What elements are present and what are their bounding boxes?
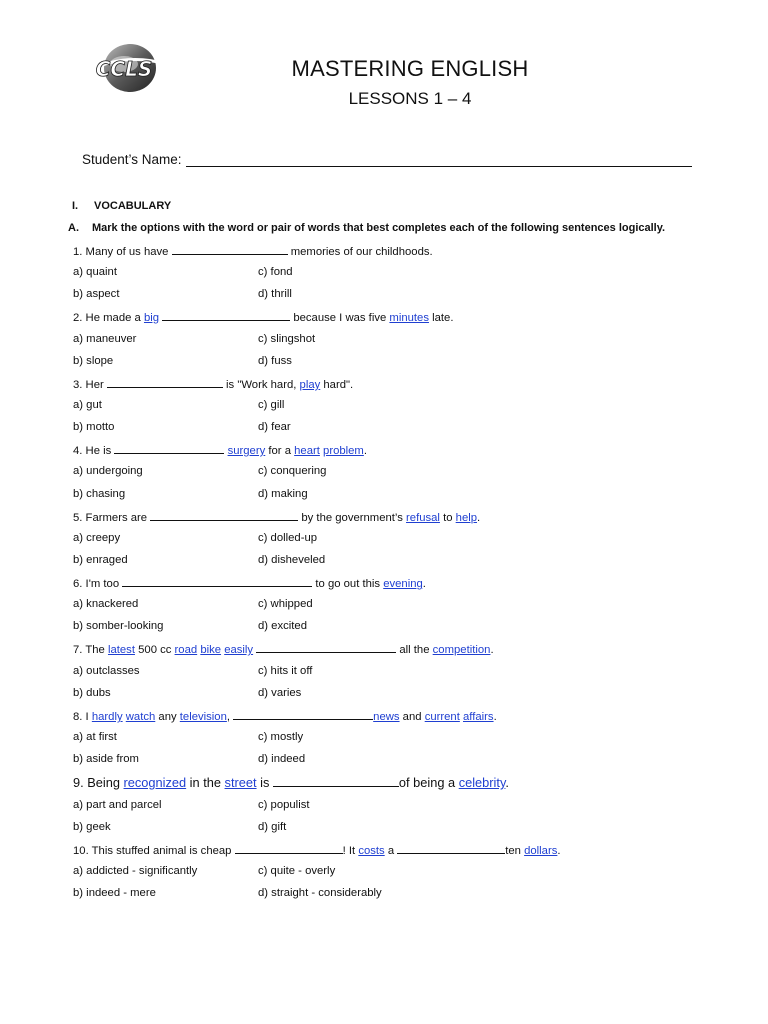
dictionary-link[interactable]: dollars xyxy=(524,845,558,857)
dictionary-link[interactable]: refusal xyxy=(406,512,440,524)
dictionary-link[interactable]: competition xyxy=(432,644,491,656)
option-d[interactable]: d) gift xyxy=(258,821,287,833)
answer-blank[interactable] xyxy=(233,709,373,720)
dictionary-link[interactable]: costs xyxy=(358,845,385,857)
dictionary-link[interactable]: play xyxy=(299,379,321,391)
option-a[interactable]: a) creepy xyxy=(73,532,121,544)
option-d[interactable]: d) indeed xyxy=(258,753,306,765)
answer-blank[interactable] xyxy=(397,843,505,854)
option-b[interactable]: b) dubs xyxy=(73,687,111,699)
option-b[interactable]: b) aside from xyxy=(73,753,139,765)
option-d[interactable]: d) excited xyxy=(258,620,307,632)
answer-blank[interactable] xyxy=(172,244,288,255)
question-8: 8. I hardly watch any television, news and current affairs. xyxy=(73,711,497,723)
question-1: 1. Many of us have memories of our childhoods. xyxy=(73,246,433,258)
option-b[interactable]: b) somber-looking xyxy=(73,620,164,632)
option-d[interactable]: d) straight - considerably xyxy=(258,887,382,899)
instruction xyxy=(68,222,665,234)
answer-blank[interactable] xyxy=(235,843,343,854)
answer-blank[interactable] xyxy=(114,443,224,454)
question-3: 3. Her is "Work hard, play hard". xyxy=(73,379,354,391)
question-2: 2. He made a big because I was five minutes late. xyxy=(73,312,454,324)
question-5: 5. Farmers are by the government’s refusal to help. xyxy=(73,512,481,524)
option-c[interactable]: c) hits it off xyxy=(258,665,313,677)
option-b[interactable]: b) aspect xyxy=(73,288,120,300)
dictionary-link[interactable]: minutes xyxy=(389,312,429,324)
dictionary-link[interactable]: news xyxy=(373,711,400,723)
section-number: I. xyxy=(72,200,79,212)
dictionary-link[interactable]: big xyxy=(143,312,160,324)
option-a[interactable]: a) at first xyxy=(73,731,117,743)
dictionary-link[interactable]: heart xyxy=(294,445,320,457)
option-a[interactable]: a) part and parcel xyxy=(73,799,162,811)
option-c[interactable]: c) dolled-up xyxy=(258,532,318,544)
answer-blank[interactable] xyxy=(162,310,290,321)
instruction-text: Mark the options with the word or pair of words that best completes each of the following sentences logically. xyxy=(92,222,666,234)
dictionary-link[interactable]: current xyxy=(424,711,460,723)
dictionary-link[interactable]: help xyxy=(455,512,478,524)
student-name-row xyxy=(82,152,692,167)
option-a[interactable]: a) quaint xyxy=(73,266,117,278)
option-a[interactable]: a) outclasses xyxy=(73,665,140,677)
dictionary-link[interactable]: hardly xyxy=(91,711,123,723)
dictionary-link[interactable]: watch xyxy=(125,711,156,723)
student-name-field[interactable] xyxy=(186,154,692,167)
option-d[interactable]: d) making xyxy=(258,488,308,500)
option-c[interactable]: c) slingshot xyxy=(258,333,316,345)
answer-blank[interactable] xyxy=(107,377,223,388)
option-c[interactable]: c) populist xyxy=(258,799,310,811)
student-name-label: Student’s Name: xyxy=(82,152,182,167)
option-a[interactable]: a) gut xyxy=(73,399,102,411)
option-d[interactable]: d) fuss xyxy=(258,355,292,367)
section-heading xyxy=(72,200,171,212)
option-d[interactable]: d) fear xyxy=(258,421,291,433)
question-7: 7. The latest 500 cc road bike easily all the competition. xyxy=(73,644,494,656)
dictionary-link[interactable]: road xyxy=(174,644,198,656)
option-c[interactable]: c) gill xyxy=(258,399,285,411)
dictionary-link[interactable]: affairs xyxy=(463,711,494,723)
option-b[interactable]: b) motto xyxy=(73,421,115,433)
dictionary-link[interactable]: surgery xyxy=(227,445,266,457)
question-9: 9. Being recognized in the street is of being a celebrity. xyxy=(73,775,509,790)
dictionary-link[interactable]: latest xyxy=(107,644,135,656)
page-subtitle: LESSONS 1 – 4 xyxy=(348,89,472,108)
answer-blank[interactable] xyxy=(122,576,312,587)
option-a[interactable]: a) maneuver xyxy=(73,333,137,345)
option-b[interactable]: b) geek xyxy=(73,821,111,833)
option-d[interactable]: d) varies xyxy=(258,687,302,699)
option-b[interactable]: b) chasing xyxy=(73,488,126,500)
option-c[interactable]: c) mostly xyxy=(258,731,304,743)
question-6: 6. I'm too to go out this evening. xyxy=(73,578,426,590)
option-b[interactable]: b) enraged xyxy=(73,554,128,566)
answer-blank[interactable] xyxy=(256,642,396,653)
dictionary-link[interactable]: recognized xyxy=(123,775,187,790)
dictionary-link[interactable]: easily xyxy=(224,644,254,656)
answer-blank[interactable] xyxy=(273,776,399,787)
dictionary-link[interactable]: celebrity xyxy=(458,775,506,790)
option-c[interactable]: c) fond xyxy=(258,266,293,278)
dictionary-link[interactable]: evening xyxy=(383,578,423,590)
option-a[interactable]: a) undergoing xyxy=(73,465,143,477)
answer-blank[interactable] xyxy=(150,510,298,521)
option-c[interactable]: c) whipped xyxy=(258,598,313,610)
option-d[interactable]: d) disheveled xyxy=(258,554,326,566)
question-4: 4. He is surgery for a heart problem. xyxy=(73,445,367,457)
instruction-letter: A. xyxy=(68,222,79,234)
option-b[interactable]: b) indeed - mere xyxy=(73,887,156,899)
option-c[interactable]: c) quite - overly xyxy=(258,865,336,877)
section-title: VOCABULARY xyxy=(94,200,172,212)
dictionary-link[interactable]: bike xyxy=(200,644,222,656)
ccls-logo xyxy=(84,42,168,94)
option-c[interactable]: c) conquering xyxy=(258,465,327,477)
page-title: MASTERING ENGLISH xyxy=(291,56,529,81)
option-b[interactable]: b) slope xyxy=(73,355,114,367)
option-a[interactable]: a) knackered xyxy=(73,598,139,610)
question-10: 10. This stuffed animal is cheap ! It costs a ten dollars. xyxy=(73,845,561,857)
dictionary-link[interactable]: problem xyxy=(323,445,364,457)
option-a[interactable]: a) addicted - significantly xyxy=(73,865,198,877)
dictionary-link[interactable]: television xyxy=(179,711,227,723)
option-d[interactable]: d) thrill xyxy=(258,288,292,300)
logo-text: CCLS xyxy=(95,57,153,81)
dictionary-link[interactable]: street xyxy=(224,775,257,790)
